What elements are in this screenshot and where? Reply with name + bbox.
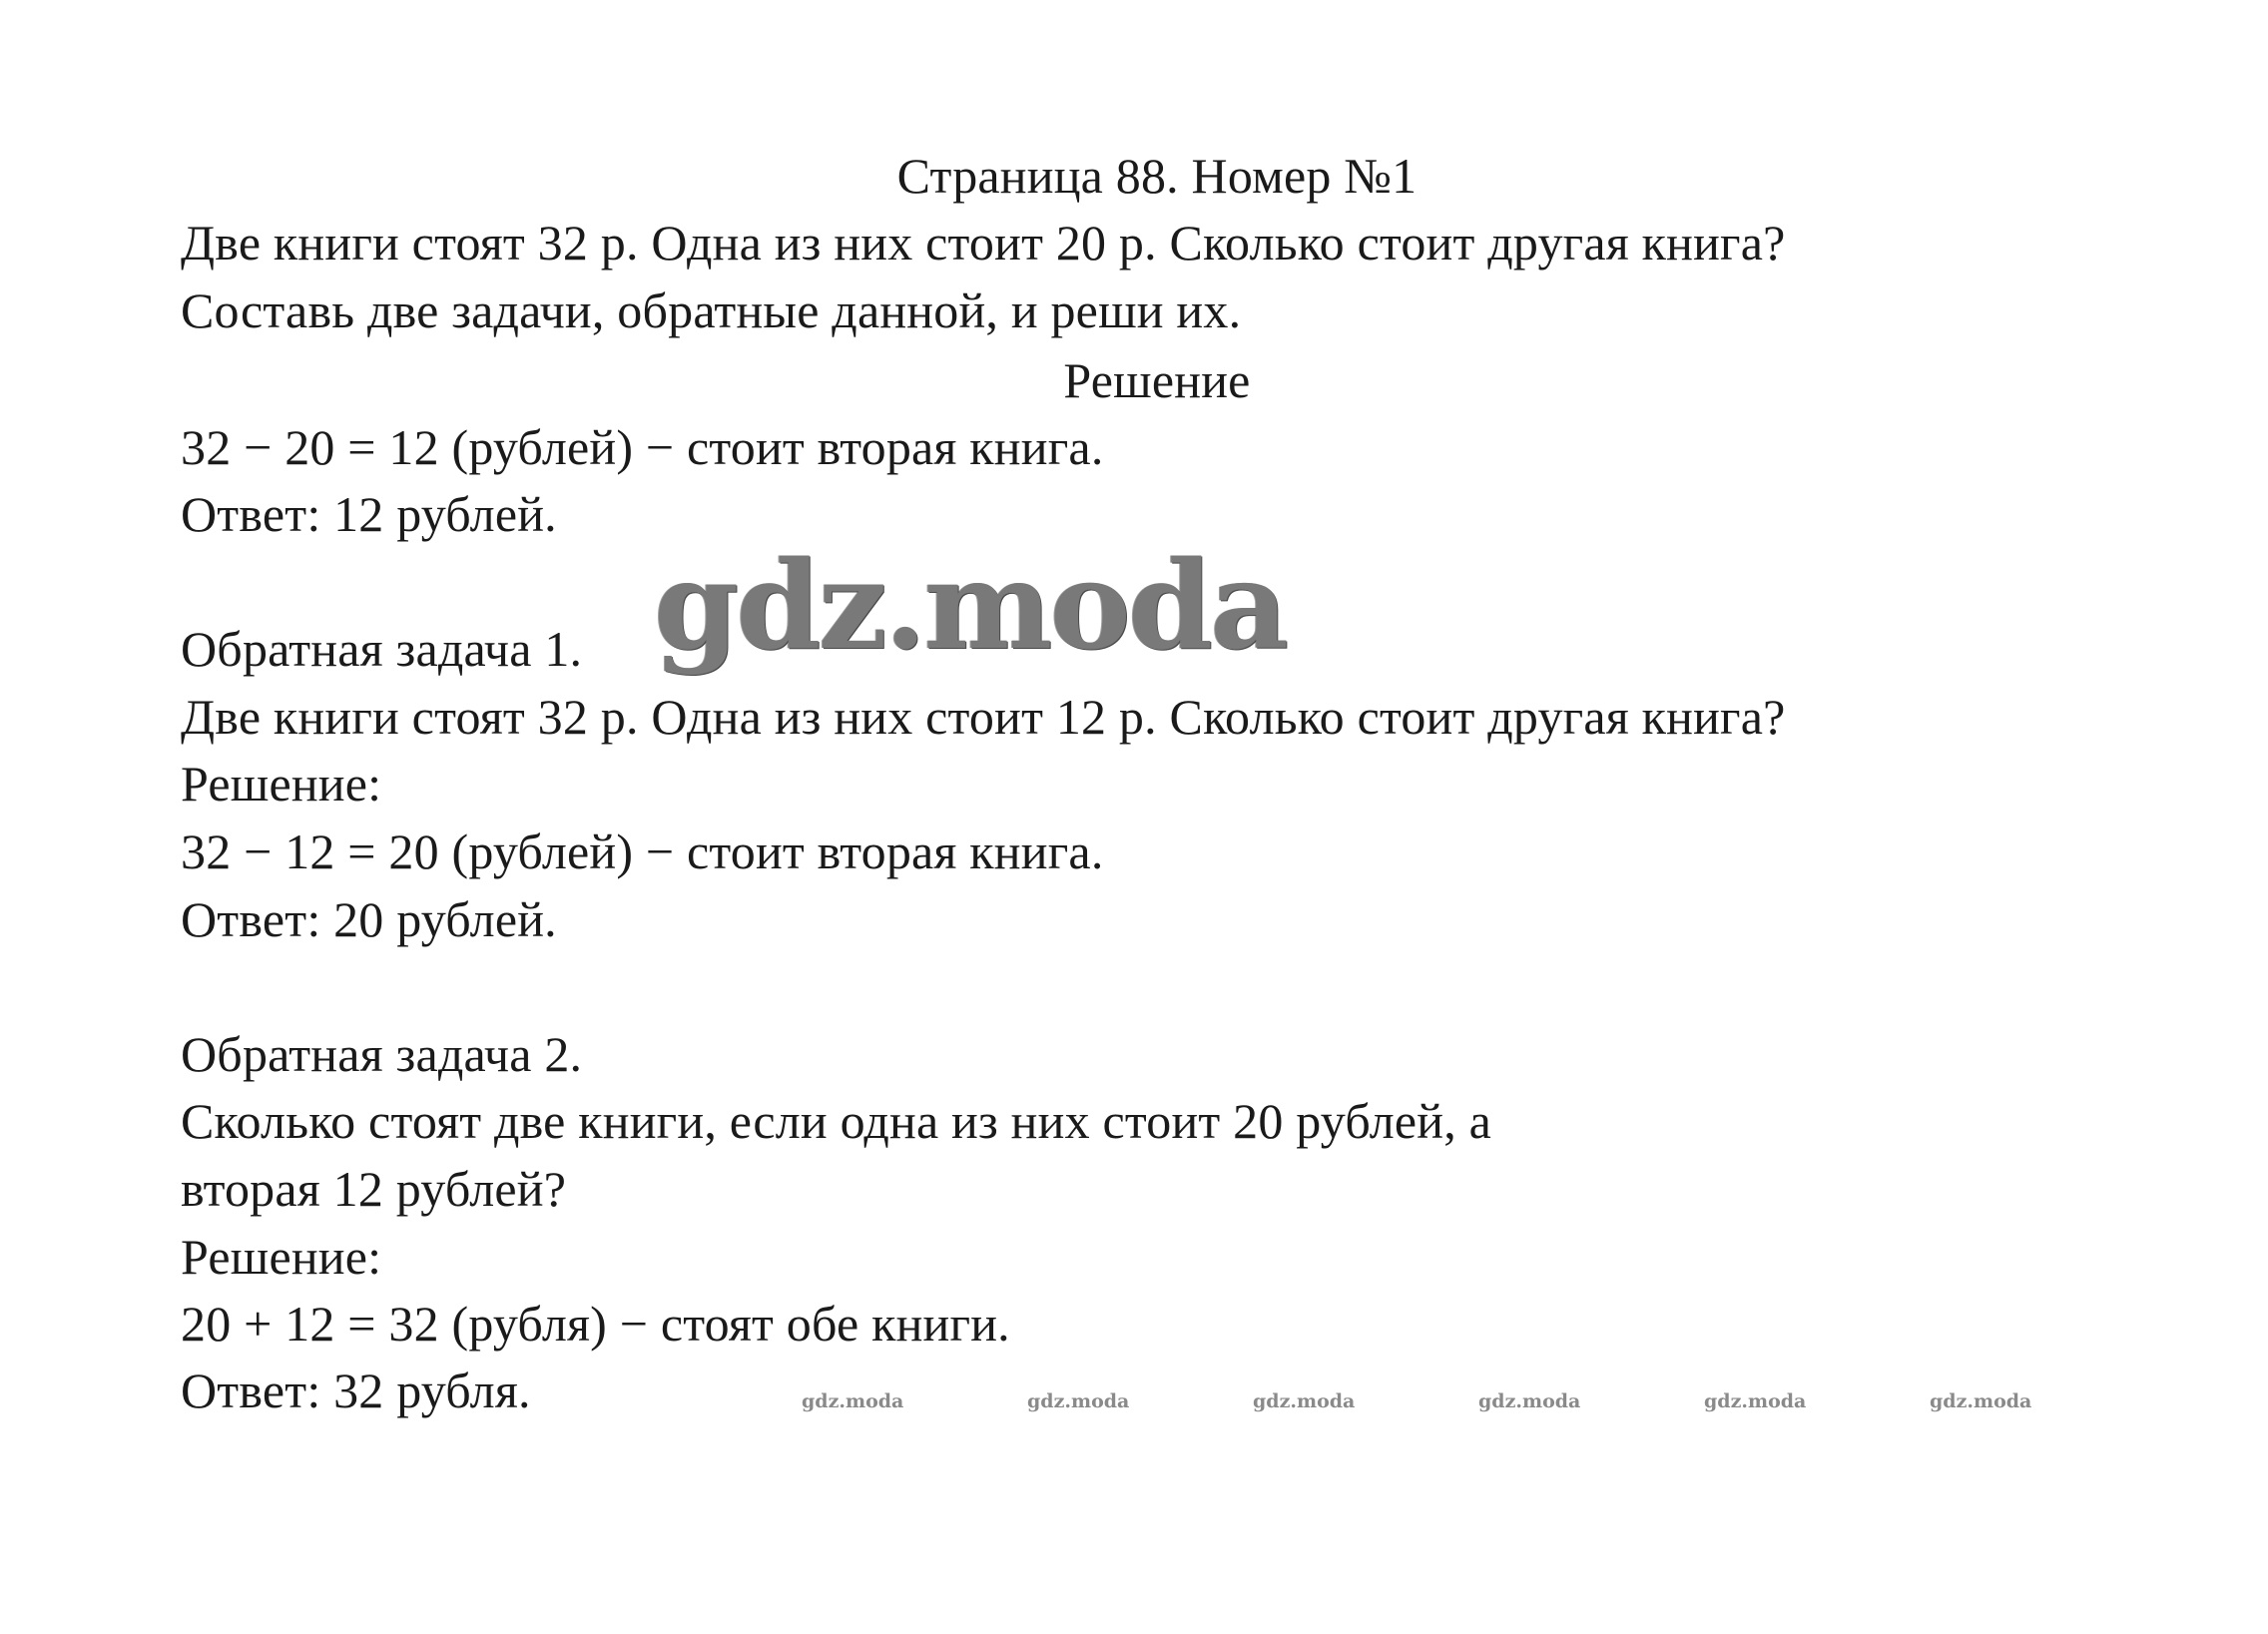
task-line-1: Две книги стоят 32 р. Одна из них стоит 20 р. Сколько стоит другая книга? (181, 215, 1786, 271)
watermark-strip (0, 1390, 2268, 1414)
watermark-small: gdz.moda (1930, 1390, 2032, 1412)
watermark-small: gdz.moda (1027, 1390, 1130, 1412)
page-title: Страница 88. Номер №1 (896, 148, 1418, 204)
inverse1-solution-label: Решение: (181, 756, 382, 812)
solution-equation: 32 − 20 = 12 (рублей) − стоит вторая книга. (181, 419, 1104, 475)
watermark-small: gdz.moda (802, 1390, 904, 1412)
inverse1-answer: Ответ: 20 рублей. (181, 891, 557, 947)
watermark-logo: gdz.moda (654, 533, 1287, 677)
inverse1-question: Две книги стоят 32 р. Одна из них стоит 12 р. Сколько стоит другая книга? (181, 689, 1786, 745)
inverse2-question-line-2: вторая 12 рублей? (181, 1161, 567, 1217)
task-line-2: Составь две задачи, обратные данной, и реши их. (181, 282, 1242, 338)
inverse2-question-line-1: Сколько стоят две книги, если одна из них стоит 20 рублей, а (181, 1093, 1492, 1149)
inverse2-equation: 20 + 12 = 32 (рубля) − стоят обе книги. (181, 1296, 1010, 1352)
solution-answer: Ответ: 12 рублей. (181, 486, 557, 542)
watermark-small: gdz.moda (1704, 1390, 1807, 1412)
inverse2-answer: Ответ: 32 рубля. (181, 1362, 531, 1418)
watermark-small: gdz.moda (1253, 1390, 1356, 1412)
watermark-small: gdz.moda (1478, 1390, 1581, 1412)
inverse2-title: Обратная задача 2. (181, 1026, 583, 1082)
inverse2-solution-label: Решение: (181, 1229, 382, 1285)
solution-heading: Решение (1063, 352, 1251, 408)
inverse1-equation: 32 − 12 = 20 (рублей) − стоит вторая книга. (181, 823, 1104, 879)
inverse1-title: Обратная задача 1. (181, 621, 583, 677)
